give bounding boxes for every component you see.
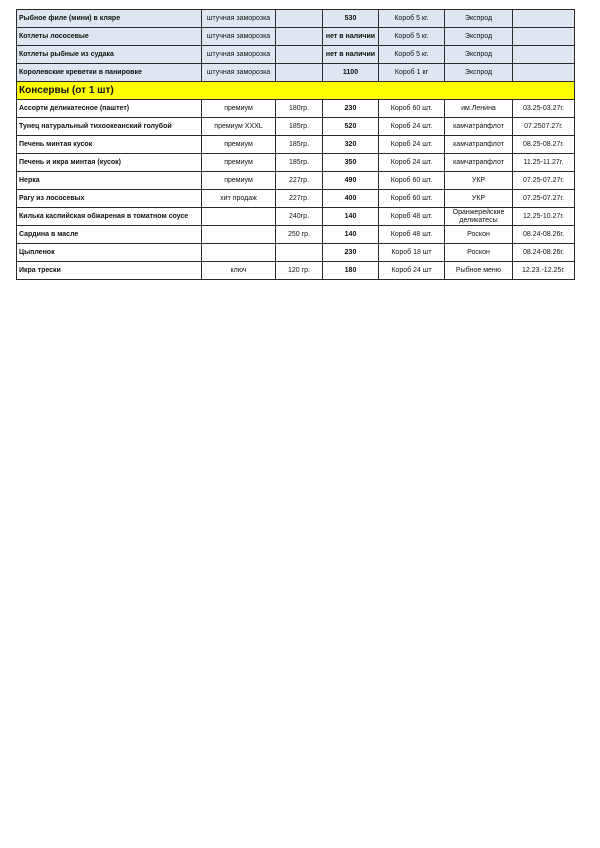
item-type: премиум — [202, 154, 276, 172]
item-name: Печень и икра минтая (кусок) — [17, 154, 202, 172]
price-list-table — [16, 9, 575, 280]
table-row — [17, 226, 575, 244]
item-date-range — [513, 10, 575, 28]
item-weight: 185гр. — [276, 136, 323, 154]
item-packaging: Короб 24 шт. — [379, 154, 445, 172]
item-name: Королевские креветки в панировке — [17, 64, 202, 82]
item-weight: 120 гр. — [276, 262, 323, 280]
item-type: хит продаж — [202, 190, 276, 208]
item-type: премиум XXXL — [202, 118, 276, 136]
item-date-range — [513, 46, 575, 64]
table-row — [17, 136, 575, 154]
item-type: штучная заморозка — [202, 46, 276, 64]
table-row — [17, 100, 575, 118]
item-price: нет в наличии — [323, 28, 379, 46]
item-type: штучная заморозка — [202, 64, 276, 82]
item-manufacturer: Рыбное меню — [445, 262, 513, 280]
item-packaging: Короб 5 кг. — [379, 28, 445, 46]
item-price: 180 — [323, 262, 379, 280]
item-weight: 185гр. — [276, 154, 323, 172]
item-name: Ассорти деликатесное (паштет) — [17, 100, 202, 118]
item-date-range: 08.24-08.26г. — [513, 244, 575, 262]
item-manufacturer: Роскон — [445, 244, 513, 262]
item-name: Килька каспийская обжареная в томатном соусе — [17, 208, 202, 226]
item-packaging: Короб 60 шт. — [379, 100, 445, 118]
table-row — [17, 190, 575, 208]
item-weight: 250 гр. — [276, 226, 323, 244]
item-price: 350 — [323, 154, 379, 172]
item-weight — [276, 244, 323, 262]
item-date-range — [513, 64, 575, 82]
item-weight — [276, 64, 323, 82]
item-type: премиум — [202, 172, 276, 190]
item-manufacturer: камчатрапфлот — [445, 154, 513, 172]
item-type: премиум — [202, 136, 276, 154]
table-row — [17, 172, 575, 190]
item-date-range: 07.25-07.27г. — [513, 190, 575, 208]
item-date-range: 12.25-10.27г. — [513, 208, 575, 226]
item-date-range — [513, 28, 575, 46]
item-packaging: Короб 60 шт. — [379, 190, 445, 208]
item-weight — [276, 46, 323, 64]
item-manufacturer: им.Ленина — [445, 100, 513, 118]
item-name: Рыбное филе (мини) в кляре — [17, 10, 202, 28]
item-weight: 227гр. — [276, 190, 323, 208]
item-packaging: Короб 5 кг. — [379, 10, 445, 28]
item-date-range: 07.25-07.27г. — [513, 172, 575, 190]
item-packaging: Короб 1 кг — [379, 64, 445, 82]
item-price: 530 — [323, 10, 379, 28]
item-date-range: 07.2507.27г. — [513, 118, 575, 136]
item-name: Котлеты лососевые — [17, 28, 202, 46]
item-price: 140 — [323, 226, 379, 244]
item-packaging: Короб 48 шт. — [379, 208, 445, 226]
item-date-range: 03.25-03.27г. — [513, 100, 575, 118]
item-date-range: 08.24-08.26г. — [513, 226, 575, 244]
table-row — [17, 10, 575, 28]
item-packaging: Короб 48 шт. — [379, 226, 445, 244]
item-packaging: Короб 24 шт. — [379, 118, 445, 136]
item-price: 400 — [323, 190, 379, 208]
table-row — [17, 262, 575, 280]
item-weight: 227гр. — [276, 172, 323, 190]
item-manufacturer: Экспрод — [445, 28, 513, 46]
table-row — [17, 244, 575, 262]
item-manufacturer: Экспрод — [445, 64, 513, 82]
item-weight: 180гр. — [276, 100, 323, 118]
item-name: Печень минтая кусок — [17, 136, 202, 154]
item-weight: 185гр. — [276, 118, 323, 136]
item-price: 320 — [323, 136, 379, 154]
item-price: 490 — [323, 172, 379, 190]
item-manufacturer: УКР — [445, 190, 513, 208]
item-packaging: Короб 24 шт — [379, 262, 445, 280]
item-weight — [276, 10, 323, 28]
item-manufacturer: Роскон — [445, 226, 513, 244]
item-manufacturer: Оранжерейские деликатесы — [445, 208, 513, 226]
item-packaging: Короб 5 кг. — [379, 46, 445, 64]
item-manufacturer: камчатрапфлот — [445, 136, 513, 154]
table-row — [17, 28, 575, 46]
item-price: 140 — [323, 208, 379, 226]
item-price: 520 — [323, 118, 379, 136]
item-date-range: 11.25-11.27г. — [513, 154, 575, 172]
item-name: Сардина в масле — [17, 226, 202, 244]
item-type — [202, 226, 276, 244]
item-date-range: 12.23.-12.25г. — [513, 262, 575, 280]
item-manufacturer: Экспрод — [445, 46, 513, 64]
item-name: Цыпленок — [17, 244, 202, 262]
item-type — [202, 244, 276, 262]
table-row — [17, 118, 575, 136]
item-name: Котлеты рыбные из судака — [17, 46, 202, 64]
item-name: Икра трески — [17, 262, 202, 280]
item-packaging: Короб 18 шт — [379, 244, 445, 262]
item-name: Нерка — [17, 172, 202, 190]
item-weight — [276, 28, 323, 46]
item-type: премиум — [202, 100, 276, 118]
item-price: нет в наличии — [323, 46, 379, 64]
item-name: Тунец натуральный тихоокеанский голубой — [17, 118, 202, 136]
table-row — [17, 64, 575, 82]
item-manufacturer: камчатрапфлот — [445, 118, 513, 136]
item-packaging: Короб 60 шт. — [379, 172, 445, 190]
item-type — [202, 208, 276, 226]
item-type: ключ — [202, 262, 276, 280]
item-price: 230 — [323, 244, 379, 262]
item-weight: 240гр. — [276, 208, 323, 226]
item-date-range: 08.25-08.27г. — [513, 136, 575, 154]
item-price: 230 — [323, 100, 379, 118]
table-row — [17, 46, 575, 64]
table-row — [17, 154, 575, 172]
item-price: 1100 — [323, 64, 379, 82]
item-type: штучная заморозка — [202, 28, 276, 46]
price-list-body — [17, 10, 575, 280]
item-manufacturer: Экспрод — [445, 10, 513, 28]
item-name: Рагу из лососевых — [17, 190, 202, 208]
item-packaging: Короб 24 шт. — [379, 136, 445, 154]
section-header-row — [17, 82, 575, 100]
item-manufacturer: УКР — [445, 172, 513, 190]
item-type: штучная заморозка — [202, 10, 276, 28]
section-title: Консервы (от 1 шт) — [17, 82, 575, 100]
table-row — [17, 208, 575, 226]
